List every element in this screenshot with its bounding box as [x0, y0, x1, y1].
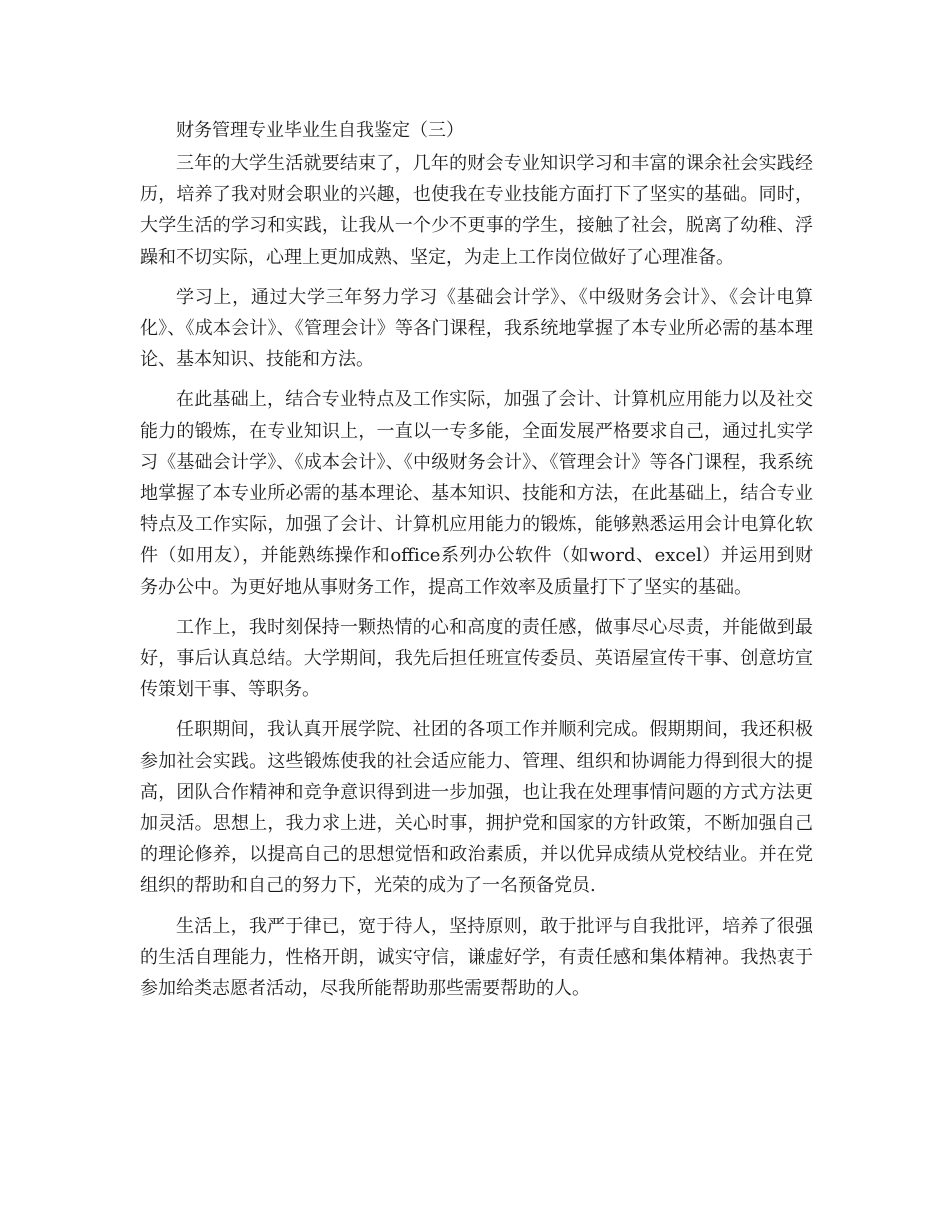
paragraph-summary: 三年的大学生活就要结束了，几年的财会专业知识学习和丰富的课余社会实践经历，培养了我对财会职业的兴趣，也使我在专业技能方面打下了坚实的基础。同时，大学生活的学习和实践，让我从一个少不更事的学生，接触了社会，脱离了幼稚、浮躁和不切实际，心理上更加成熟、坚定，为走上工作岗位做好了心理准备。: [140, 153, 813, 268]
paragraph-study: 学习上，通过大学三年努力学习《基础会计学》、《中级财务会计》、《会计电算化》、《成本会计》、《管理会计》等各门课程，我系统地掌握了本专业所必需的基本理论、基本知识、技能和方法。: [140, 286, 813, 371]
document-body: [140, 113, 813, 1004]
paragraph-skills: 在此基础上，结合专业特点及工作实际，加强了会计、计算机应用能力以及社交能力的锻炼，在专业知识上，一直以一专多能，全面发展严格要求自己，通过扎实学习《基础会计学》、《成本会计》、《中级财务会计》、《管理会计》等各门课程，我系统地掌握了本专业所必需的基本理论、基本知识、技能和方法，在此基础上，结合专业特点及工作实际，加强了会计、计算机应用能力的锻炼，能够熟悉运用会计电算化软件（如用友），并能熟练操作和office系列办公软件（如word、excel）并运用到财务办公中。为更好地从事财务工作，提高工作效率及质量打下了坚实的基础。: [140, 389, 813, 598]
paragraph-life: 生活上，我严于律已，宽于待人，坚持原则，敢于批评与自我批评，培养了很强的生活自理能力，性格开朗，诚实守信，谦虚好学，有责任感和集体精神。我热衷于参加给类志愿者活动，尽我所能帮助那些需要帮助的人。: [140, 915, 813, 1000]
paragraph-work: 工作上，我时刻保持一颗热情的心和高度的责任感，做事尽心尽责，并能做到最好，事后认真总结。大学期间，我先后担任班宣传委员、英语屋宣传干事、创意坊宣传策划干事、等职务。: [140, 616, 813, 701]
document-title: 财务管理专业毕业生自我鉴定（三）: [176, 120, 464, 141]
paragraph-positions: 任职期间，我认真开展学院、社团的各项工作并顺利完成。假期期间，我还积极参加社会实践。这些锻炼使我的社会适应能力、管理、组织和协调能力得到很大的提高，团队合作精神和竞争意识得到进一步加强，也让我在处理事情问题的方式方法更加灵活。思想上，我力求上进，关心时事，拥护党和国家的方针政策，不断加强自己的理论修养，以提高自己的思想觉悟和政治素质，并以优异成绩从党校结业。并在党组织的帮助和自己的努力下，光荣的成为了一名预备党员.: [140, 719, 813, 897]
